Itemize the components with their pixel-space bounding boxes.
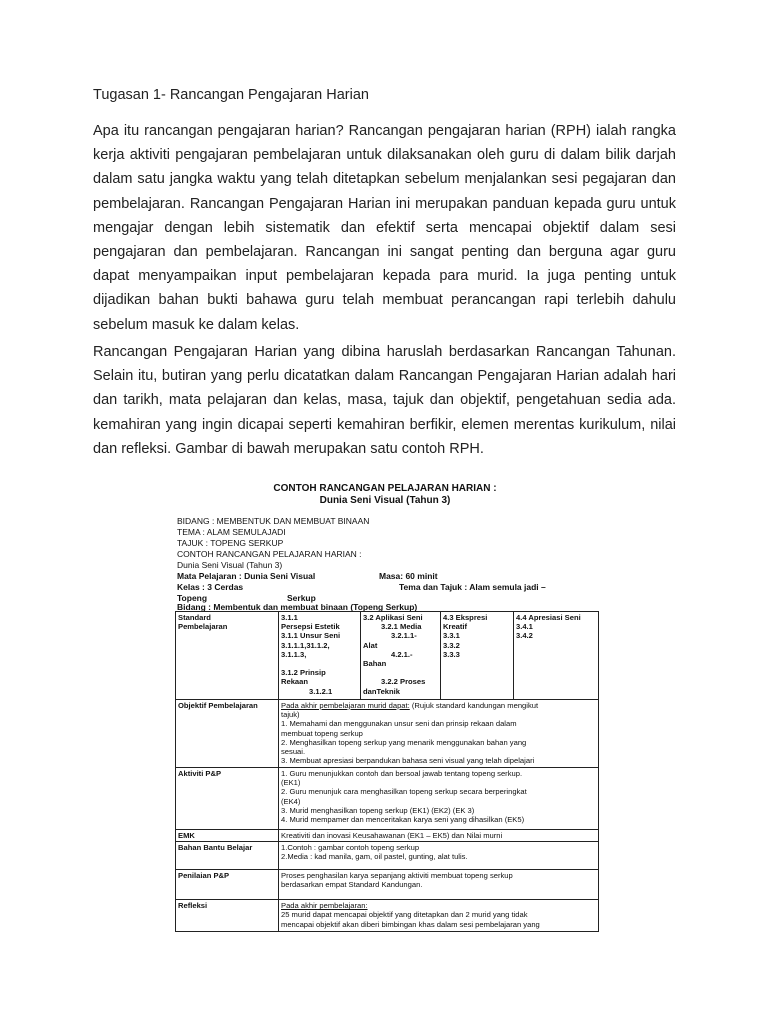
standard-col-4 [514, 612, 599, 700]
cell-line: 3. Membuat apresiasi berpandukan bahasa seni visual yang telah dipelajari [281, 756, 535, 766]
cell-line: 25 murid dapat mencapai objektif yang ditetapkan dan 2 murid yang tidak [281, 910, 528, 920]
cell-line: danTeknik [363, 686, 400, 696]
figure-title: CONTOH RANCANGAN PELAJARAN HARIAN : [273, 483, 497, 494]
cell-line: 2.Media : kad manila, gam, oil pastel, gunting, alat tulis. [281, 852, 468, 862]
label-objektif: Objektif Pembelajaran [176, 700, 279, 768]
cell-line: 3.4.2 [516, 631, 533, 641]
cell-line: 1. Memahami dan menggunakan unsur seni dan prinsip rekaan dalam [281, 719, 517, 729]
label-refleksi: Refleksi [176, 900, 279, 932]
cell-line: 1. Guru menunjukkan contoh dan bersoal jawab tentang topeng serkup. [281, 769, 523, 778]
cell-line: Kreatif [443, 622, 468, 632]
cell-line: Rekaan [281, 677, 309, 687]
cell-line: 3.2.2 Proses [381, 677, 426, 687]
info-tema-tajuk: Tema dan Tajuk : Alam semula jadi – [399, 582, 546, 592]
cell-line: 3.2 Aplikasi Seni [363, 613, 423, 622]
cell-line: 3.2.1.1- [391, 631, 417, 641]
cell-line: 3.1.2.1 [309, 686, 333, 696]
cell-line: 4. Murid mempamer dan menceritakan karya seni yang dihasilkan (EK5) [281, 815, 525, 825]
info-serkup: Serkup [287, 593, 316, 603]
label-standard [176, 612, 279, 700]
table-row-emk [176, 830, 599, 842]
info-tema: TEMA : ALAM SEMULAJADI [177, 527, 286, 537]
table-row-objektif [176, 700, 599, 768]
cell-line: Kreativiti dan inovasi Keusahawanan (EK1 – EK5) dan Nilai murni [281, 831, 503, 840]
cell-line: membuat topeng serkup [281, 728, 363, 738]
cell-line: (EK4) [281, 796, 301, 806]
info-contoh-title: CONTOH RANCANGAN PELAJARAN HARIAN : [177, 549, 362, 559]
cell-line: Proses penghasilan karya sepanjang aktiviti membuat topeng serkup [281, 871, 513, 881]
cell-line: 3.4.1 [516, 622, 533, 632]
cell-line: 3.1.1.1,31.1.2, [281, 640, 330, 650]
bahan-content [279, 842, 599, 870]
penilaian-content [279, 870, 599, 900]
label-penilaian: Penilaian P&P [176, 870, 279, 900]
cell-line: tajuk) [281, 710, 300, 720]
cell-line: sesuai. [281, 747, 306, 757]
cell-line: 3.1.2 Prinsip [281, 668, 326, 678]
cell-line: 2. Menghasilkan topeng serkup yang menarik menggunakan bahan yang [281, 737, 527, 747]
cell-line: 2. Guru menunjuk cara menghasilkan topeng serkup secara berperingkat [281, 787, 527, 797]
paragraph-2: Rancangan Pengajaran Harian yang dibina haruslah berdasarkan Rancangan Tahunan. Selain itu, butiran yang perlu dicatatkan dalam Rancangan Pengajaran Harian adalah hari dan tarikh, mata pelajaran dan kelas, masa, tajuk dan objektif, pengetahuan sedia ada. kemahiran yang ingin dicapai seperti kemahiran berfikir, elemen merentas kurikulum, nilai dan refleksi. Gambar di bawah merupakan satu contoh RPH. [93, 344, 676, 457]
objektif-content [279, 700, 599, 768]
table-row-standard [176, 612, 599, 700]
paragraph-1: Apa itu rancangan pengajaran harian? Rancangan pengajaran harian (RPH) ialah rangka kerja aktiviti pengajaran pembelajaran untuk dilaksanakan oleh guru di dalam bilik darjah dalam satu jangka waktu yang telah ditetapkan sebelum menjalankan sesi pegajaran dan pembelajaran. Rancangan Pengajaran Harian ini merupakan panduan kepada guru untuk mengajar dengan lebih sistematik dan efektif serta mencapai objektif dalam sesi pengajaran dan pembelajaran. Rancangan ini sangat penting dan berguna agar guru dapat menyampaikan input pembelajaran kepada para murid. Ia juga penting untuk dijadikan bahan bukti bahawa guru telah membuat perancangan rapi terlebih dahulu sebelum masuk ke dalam kelas. [93, 123, 676, 333]
cell-line: Alat [363, 640, 378, 650]
table-row-penilaian [176, 870, 599, 900]
info-topeng: Topeng [177, 593, 208, 603]
objektif-lead-line [281, 701, 596, 710]
refleksi-content [279, 900, 599, 932]
refleksi-lead: Pada akhir pembelajaran: [281, 901, 368, 911]
info-mata-pelajaran: Mata Pelajaran : Dunia Seni Visual [177, 571, 316, 581]
cell-line: 3.1.1 Unsur Seni [281, 631, 341, 641]
cell-line: berdasarkan empat Standard Kandungan. [281, 880, 423, 890]
cell-line: 3.3.3 [443, 649, 460, 659]
cell-line: Persepsi Estetik [281, 622, 340, 632]
objektif-lead: Pada akhir pembelajaran murid dapat: [281, 701, 410, 710]
info-masa: Masa: 60 minit [379, 571, 438, 581]
table-row-refleksi [176, 900, 599, 932]
cell-line [281, 659, 358, 668]
label-aktiviti: Aktiviti P&P [176, 768, 279, 830]
label-line: Pembelajaran [178, 622, 228, 632]
cell-line: 1.Contoh : gambar contoh topeng serkup [281, 843, 420, 853]
document-heading: Tugasan 1- Rancangan Pengajaran Harian [93, 87, 369, 103]
info-tajuk: TAJUK : TOPENG SERKUP [177, 538, 284, 548]
info-kelas: Kelas : 3 Cerdas [177, 582, 244, 592]
cell-line: mencapai objektif akan diberi bimbingan khas dalam sesi pembelajaran yang [281, 919, 540, 929]
cell-line: 3.1.1 [281, 613, 298, 622]
standard-col-3 [441, 612, 514, 700]
aktiviti-content [279, 768, 599, 830]
standard-col-1 [279, 612, 361, 700]
emk-content [279, 830, 599, 842]
info-bidang: BIDANG : MEMBENTUK DAN MEMBUAT BINAAN [177, 516, 370, 526]
cell-line: 3.1.1.3, [281, 649, 307, 659]
cell-line: 3. Murid menghasilkan topeng serkup (EK1) (EK2) (EK 3) [281, 805, 475, 815]
label-emk: EMK [176, 830, 279, 842]
cell-line: Bahan [363, 659, 387, 669]
cell-line: 3.3.2 [443, 640, 460, 650]
info-contoh-subtitle: Dunia Seni Visual (Tahun 3) [177, 560, 283, 570]
info-mata-pelajaran-row [177, 571, 438, 581]
figure-subtitle: Dunia Seni Visual (Tahun 3) [319, 495, 451, 506]
cell-line: 4.2.1.- [391, 649, 413, 659]
cell-line: (EK1) [281, 778, 301, 788]
standard-col-2 [361, 612, 441, 700]
cell-line: 4.4 Apresiasi Seni [516, 613, 581, 622]
cell-line: 3.3.1 [443, 631, 460, 641]
cell-line: 4.3 Ekspresi [443, 613, 488, 622]
rph-table [175, 611, 599, 932]
info-bidang-bold: Bidang : Membentuk dan membuat binaan (Topeng Serkup) [177, 602, 418, 612]
label-line: Standard [178, 613, 211, 622]
table-row-aktiviti [176, 768, 599, 830]
table-row-bahan [176, 842, 599, 870]
cell-line [363, 668, 438, 677]
cell-line: 3.2.1 Media [381, 622, 422, 632]
info-kelas-row [177, 582, 546, 592]
objektif-lead-rest: (Rujuk standard kandungan mengikut [409, 701, 539, 710]
label-bahan: Bahan Bantu Belajar [176, 842, 279, 870]
rph-example-figure [172, 477, 598, 928]
